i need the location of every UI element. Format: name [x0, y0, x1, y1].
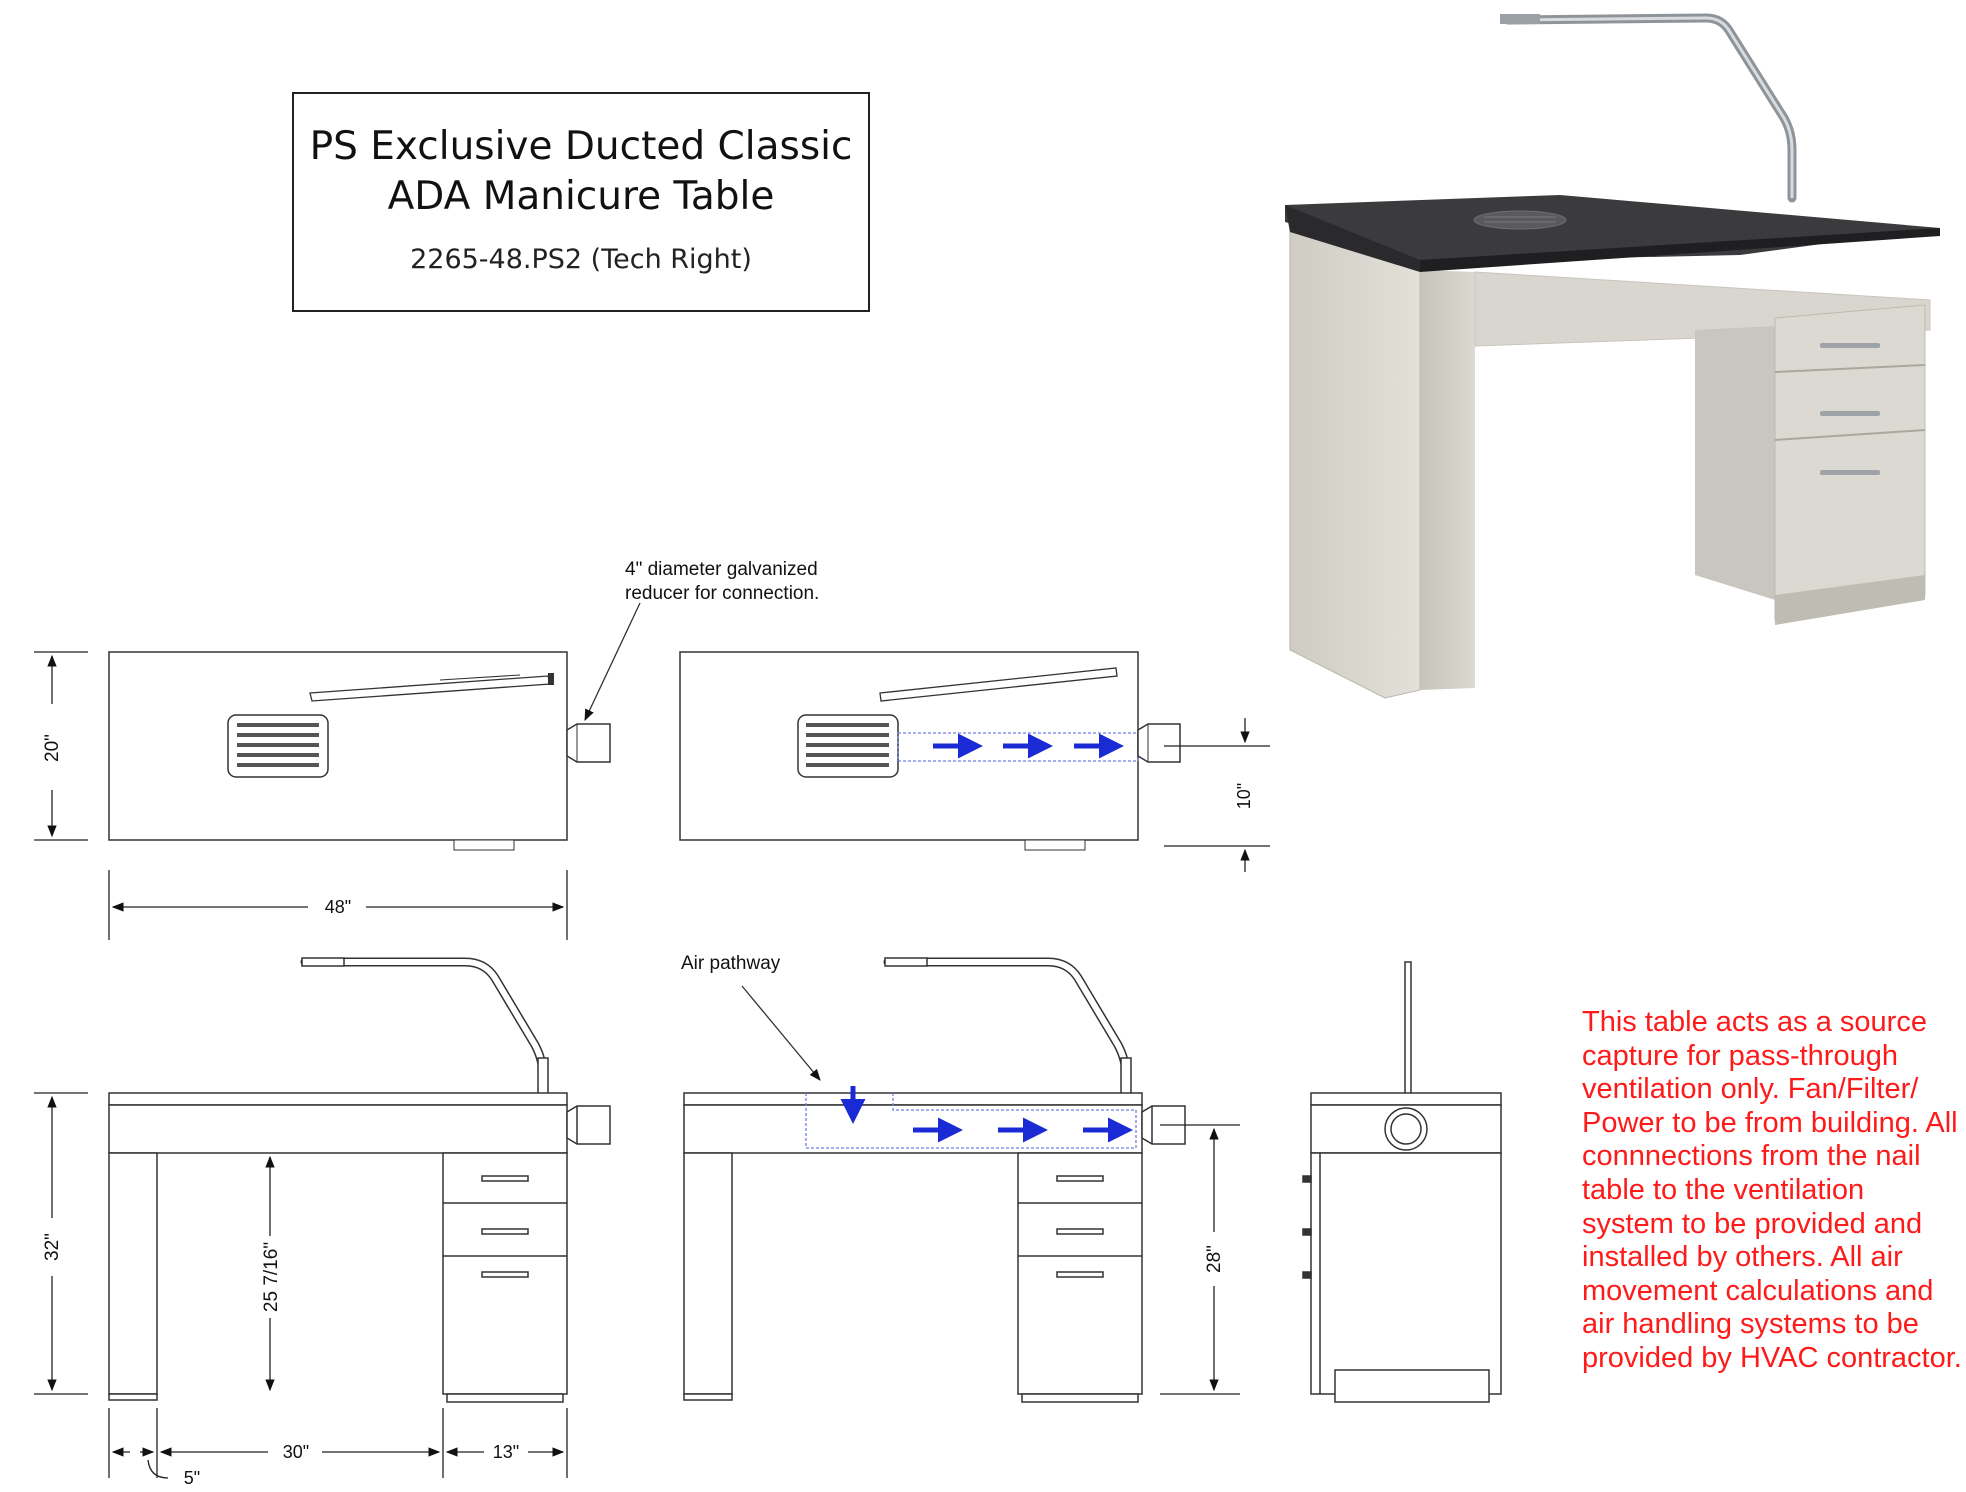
left-leg	[109, 1153, 157, 1394]
dim-knee-width-label: 30"	[282, 1442, 310, 1462]
dim-width-label: 48"	[324, 897, 352, 917]
callout-reducer-line2: reducer for connection.	[625, 583, 820, 604]
dim-depth-label: 20"	[42, 734, 63, 762]
title-line-2: ADA Manicure Table	[387, 174, 775, 219]
dim-knee-clearance-label: 25 7/16"	[261, 1241, 282, 1313]
ventilation-note: This table acts as a source capture for pass-through ventilation only. Fan/Filter/ Power to be from building. All connnections from the nail table to the ventilation system to be provided and installed by others. All air movement calculations and air handling systems to be provided by HVAC contractor.	[1582, 1006, 1962, 1374]
apron	[109, 1105, 567, 1153]
dim-height-label: 32"	[42, 1233, 63, 1261]
title-line-1: PS Exclusive Ducted Classic	[309, 124, 853, 169]
callout-reducer-line1: 4" diameter galvanized	[625, 559, 818, 580]
duct-reducer	[567, 724, 610, 762]
front-elevation-left	[109, 958, 610, 1402]
table-render	[1285, 14, 1940, 698]
dim-cabinet-width-label: 13"	[492, 1442, 520, 1462]
model-number: 2265-48.PS2 (Tech Right)	[410, 244, 752, 275]
dim-duct-center-height	[1160, 1125, 1240, 1394]
dim-duct-height-label: 10"	[1234, 782, 1254, 810]
top-view-left	[109, 603, 640, 850]
tabletop-edge	[109, 1093, 567, 1105]
callout-air-pathway: Air pathway	[681, 953, 781, 974]
side-elevation	[1303, 962, 1501, 1402]
dim-duct-center-label: 28"	[1204, 1245, 1225, 1273]
dim-leg-offset-label: 5"	[183, 1468, 201, 1488]
front-elevation-right	[684, 958, 1185, 1402]
top-view-right	[680, 652, 1180, 850]
